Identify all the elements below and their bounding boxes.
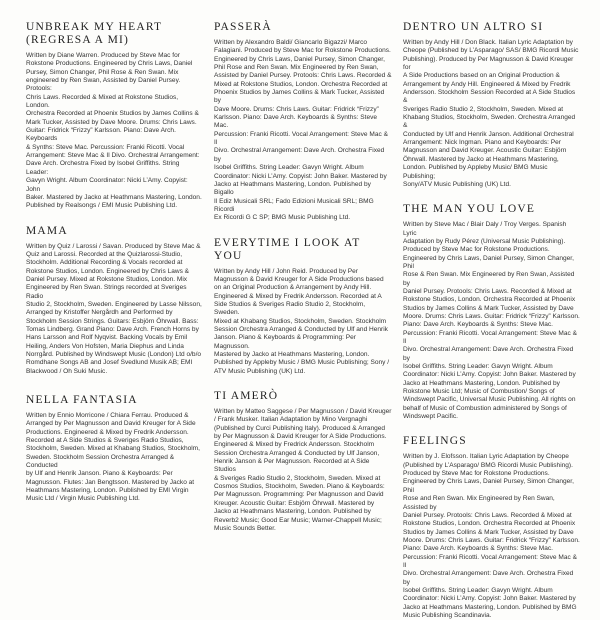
song-credit-text: Written by Alexandro Baldi/ Giancarlo Bigazzi/ Marco Falagiani. Produced by Steve Mac for Rokstone Productions. Engineered by Chris Laws, Daniel Pursey, Simon Changer, Phil Rose and Ren Swan. Mix Engineered by Ren Swan, Assisted by Daniel Pursey. Protools: Chris Laws. Recorded & Mixed at Rokstone Studios, London. Orchestra Recorded at Phoenix Studios by James Collins & Mark Tucker, Assisted by Dave Moore. Drums: Chris Laws. Guitar: Fridrick “Frizzy” Karlsson. Piano: Dave Arch. Keyboards & Synths: Steve Mac. Percussion: Franki Ricotti. Vocal Arrangement: Steve Mac & Il Divo. Orchestral Arrangement: Dave Arch. Orchestra Fixed by Isobel Griffiths. String Leader: Gavyn Wright. Album Coordinator: Nicki L’Amy. Copyist: John Baker. Mastered by Jacko at Heathmans Mastering, London. Published by Bigallo Il Ediz Musicali SRL; Fado Edizioni Musicali SRL; BMG Ricordi Ex Ricordi G C SP; BMG Music Publishing Ltd. (214, 39, 392, 222)
song-credit-text: Written by Diane Warren. Produced by Steve Mac for Rokstone Productions. Engineered by Chris Laws, Daniel Pursey, Simon Changer, Phil Rose & Ren Swan. Mix engineered by Ren Swan, Assisted by Daniel Pursey. Protools: Chris Laws. Recorded & Mixed at Rokstone Studios, London. Orchestra Recorded at Phoenix Studios by James Collins & Mark Tucker, Assisted by Dave Moore. Drums: Chris Laws. Guitar: Fridrick “Frizzy” Karlsson. Piano: Dave Arch. Keyboards & Synths: Steve Mac. Percussion: Franki Ricotti. Vocal Arrangement: Steve Mac & Il Divo. Orchestral Arrangement: Dave Arch. Orchestra Fixed by Isobel Griffiths. String Leader: Gavyn Wright. Album Coordinator: Nicki L’Amy. Copyist: John Baker. Mastered by Jacko at Heathmans Mastering, London. Published by Realsongs / EMI Music Publishing Ltd. (26, 52, 202, 210)
song-credits (403, 21, 580, 189)
column-right (403, 21, 580, 619)
song-title: EVERYTIME I LOOK AT YOU (214, 236, 361, 262)
song-title: TI AMERÒ (214, 390, 279, 403)
song-title: FEELINGS (403, 435, 467, 448)
song-credit-text: Written by Quiz / Larossi / Savan. Produced by Steve Mac & Quiz and Larossi. Recorded at the Quizlarossi-Studio, Stockholm. Additional Recording & Vocals recorded at Rokstone Studios, London. Engineered by Chris Laws & Daniel Pursey. Mixed at Rokstone Studios, London. Mix Engineered by Ren Swan. Strings recorded at Sveriges Radio Studio 2, Stockholm, Sweden. Engineered by Lasse Nilsson, Arranged by Kristoffer Nergårdh and Performed by Stockholm Session Strings. Guitars: Esbjörn Öhrwall. Bass: Tomas Lindberg. Grand Piano: Dave Arch. French Horns by Hans Larsson and Rolf Nyqvist. Backing Vocals by Emil Heiling, Anders Von Hofsten, Maria Diephus and Linda Norrgård. Published by Windswept Music (London) Ltd o/b/o Romdhane Songs AB and Josef Svedlund Musik AB; EMI Blackwood / Oh Suki Music. (26, 242, 202, 375)
song-title: MAMA (26, 224, 68, 237)
song-title: DENTRO UN ALTRO SI (403, 21, 544, 33)
song-credits (214, 237, 392, 376)
song-credit-text: Written by Ennio Morricone / Chiara Ferrau. Produced & Arranged by Per Magnusson and David Kreuger for A Side Productions. Engineered & Mixed by Fredrik Andersson. Recorded at A Side Studios & Sveriges Radio Studios, Stockholm, Sweden. Mixed at Khabang Studios, Stockholm, Sweden. Stockholm Session Orchestra Arranged & Conducted by Ulf and Henrik Janson. Piano & Keyboards: Per Magnusson. Flutes: Jan Bengtsson. Mastered by Jacko at Heathmans Mastering, London. Published by EMI Virgin Music Ltd / Virgin Music Publishing Ltd. (26, 412, 200, 503)
song-title: UNBREAK MY HEART (REGRESA A MI) (26, 21, 163, 46)
song-credits (214, 390, 392, 533)
song-credit-text: Written by Steve Mac / Blair Daly / Troy Verges. Spanish Lyric Adaptation by Rudy Pérez (Universal Music Publishing). Produced by Steve Mac for Rokstone Productions. Engineered by Chris Laws, Daniel Pursey, Simon Changer, Phil Rose & Ren Swan. Mix Engineered by Ren Swan, Assisted by Daniel Pursey. Protools: Chris Laws. Recorded & Mixed at Rokstone Studios, London. Orchestra Recorded at Phoenix Studios by James Collins & Mark Tucker, Assisted by Dave Moore. Drums: Chris Laws. Guitar: Fridrick “Frizzy” Karlsson. Piano: Dave Arch. Keyboards & Synths: Steve Mac. Percussion: Franki Ricotti. Vocal Arrangement: Steve Mac & Il Divo. Orchestral Arrangement: Dave Arch. Orchestra Fixed by Isobel Griffiths. String Leader: Gavyn Wright. Album Coordinator: Nicki L’Amy. Copyist: John Baker. Mastered by Jacko at Heathmans Mastering, London. Published by Rokstone Music Ltd; Music of Combustion/ Songs of Windswept Pacific, Universal Music Publishing. All rights on behalf of Music of Combustion administered by Songs of Windswept Pacific. (403, 221, 580, 421)
song-credit-text: Written by Andy Hill / John Reid. Produced by Per Magnusson & David Kreuger for A Side Productions based on an Original Production & Arrangement by Andy Hill. Engineered & Mixed by Fredrik Andersson. Recorded at A Side Studios & Sveriges Radio Studio 2, Stockholm, Sweden. Mixed at Khabang Studios, Stockholm, Sweden. Stockholm Session Orchestra Arranged & Conducted by Ulf and Henrik Janson. Piano & Keyboards & Programming: Per Magnusson. Mastered by Jacko at Heathmans Mastering, London. Published by Appleby Music / BMG Music Publishing; Sony / ATV Music Publishing (UK) Ltd. (214, 267, 390, 375)
song-credits (403, 435, 580, 620)
song-title: NELLA FANTASIA (26, 394, 138, 407)
column-left (26, 21, 203, 600)
song-credits (26, 394, 203, 504)
song-credits (26, 21, 203, 211)
song-credits (214, 21, 392, 223)
song-credit-text: Written by Andy Hill / Don Black. Italian Lyric Adaptation by Cheope (Published by L’Asparago/ SAS/ BMG Ricordi Music Publishing). Produced by Per Magnusson & David Kreuger for A Side Productions based on an Original Production & Arrangement by Andy Hill. Engineered & Mixed by Fredrik Andersson. Stockholm Session Recorded at A Side Studios & Sveriges Radio Studio 2, Stockholm, Sweden. Mixed at Khabang Studios, Stockholm, Sweden. Orchestra Arranged & Conducted by Ulf and Henrik Janson. Additional Orchestral Arrangement: Nick Ingman. Piano and Keyboards: Per Magnusson and David Kreuger. Acoustic Guitar: Esbjörn Öhrwall. Mastered by Jacko at Heathmans Mastering, London. Published by Appleby Music/ BMG Music Publishing; Sony/ATV Music Publishing (UK) Ltd. (403, 39, 579, 188)
column-middle (214, 21, 392, 600)
song-credit-text: Written by J. Elofsson. Italian Lyric Adaptation by Cheope (Published by L’Asparago/ BMG Ricordi Music Publishing). Produced by Steve Mac for Rokstone Productions. Engineered by Chris Laws, Daniel Pursey, Simon Changer, Phil Rose and Ren Swan. Mix Engineered by Ren Swan, Assisted by Daniel Pursey. Protools: Chris Laws. Recorded & Mixed at Rokstone Studios, London. Orchestra Recorded at Phoenix Studios by James Collins & Mark Tucker, Assisted by Dave Moore. Drums: Chris Laws. Guitar: Fridrick “Frizzy” Karlsson. Piano: Dave Arch. Keyboards & Synths: Steve Mac. Percussion: Franki Ricotti. Vocal Arrangement: Steve Mac & Il Divo. Orchestral Arrangement: Dave Arch. Orchestra Fixed by Isobel Griffiths. String Leader: Gavyn Wright. Album Coordinator: Nicki L’Amy. Copyist: John Baker. Mastered by Jacko at Heathmans Mastering, London. Published by BMG Music Publishing Scandinavia. (403, 453, 580, 619)
song-title: PASSERÀ (214, 21, 272, 33)
song-credit-text: Written by Matteo Saggese / Per Magnusson / David Kreuger / Frank Musker. Italian Adaptation by Mino Vergnaghi (Published by Curci Publishing Italy). Produced & Arranged by Per Magnusson & David Kreuger for A Side Productions. Engineered & Mixed by Fredrick Andersson. Stockholm Session Orchestra Arranged & Conducted by Ulf Janson, Henrik Janson & Per Magnusson. Recorded at A Side Studios & Sveriges Radio Studio 2, Stockholm, Sweden. Mixed at Cosmos Studios, Stockholm, Sweden. Piano & Keyboards: Per Magnusson. Programming: Per Magnusson and David Kreuger. Acoustic Guitar: Esbjörn Öhrwall. Mastered by Jacko at Heathmans Mastering, London. Published by Reverb2 Music; Good Ear Music; Warner-Chappell Music; Music Sounds Better. (214, 408, 392, 532)
song-title: THE MAN YOU LOVE (403, 203, 536, 216)
song-credits (403, 203, 580, 421)
song-credits (26, 225, 203, 377)
